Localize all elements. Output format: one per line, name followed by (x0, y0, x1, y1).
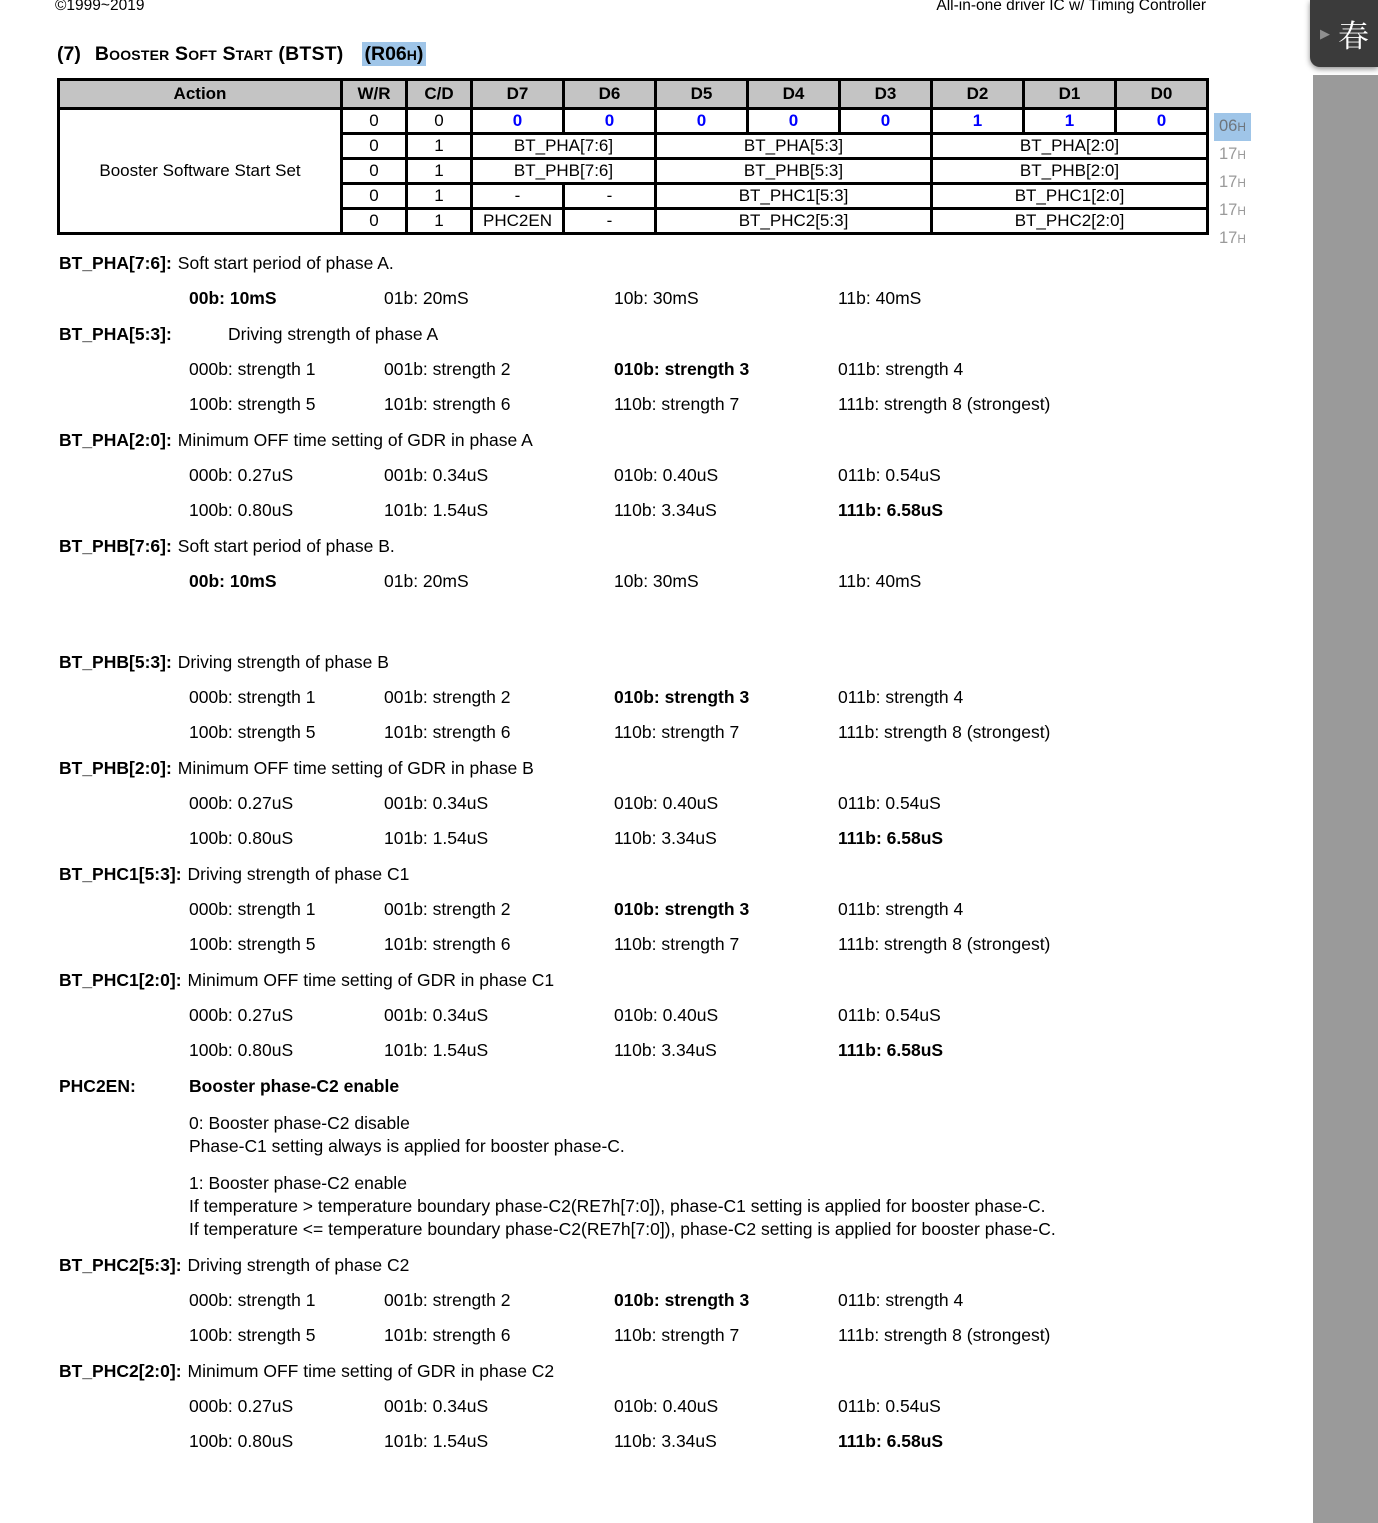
section-label: PHC2EN: (59, 1076, 136, 1096)
paragraph-line: If temperature > temperature boundary phase-C2(RE7h[7:0]), phase-C1 setting is applied for booster phase-C. (189, 1196, 1046, 1216)
option-value: 100b: 0.80uS (189, 828, 294, 848)
address-label: 06H (1214, 113, 1251, 141)
option-value: 000b: strength 1 (189, 1290, 316, 1310)
copyright-text: ©1999~2019 (55, 0, 145, 14)
register-address-highlight: (R06H) (362, 42, 427, 66)
bit-field-cell: PHC2EN (472, 209, 564, 234)
option-row (189, 1038, 1315, 1062)
option-row (189, 1394, 1315, 1418)
option-value: 111b: 6.58uS (838, 1431, 944, 1451)
section-label: BT_PHA[5:3]: (59, 324, 172, 344)
bit-field-cell: - (564, 209, 656, 234)
option-value: 000b: 0.27uS (189, 1396, 294, 1416)
option-value: 101b: 1.54uS (384, 1040, 489, 1060)
viewer-background-strip (1313, 75, 1378, 1523)
option-value: 11b: 40mS (838, 571, 922, 591)
option-value: 000b: strength 1 (189, 687, 316, 707)
option-value: 110b: strength 7 (614, 394, 740, 414)
option-value: 110b: 3.34uS (614, 828, 717, 848)
option-value: 000b: strength 1 (189, 899, 316, 919)
table-header-cell: D2 (932, 80, 1024, 109)
option-value: 001b: 0.34uS (384, 1005, 489, 1025)
address-label: 17H (1219, 229, 1246, 247)
option-value: 001b: strength 2 (384, 899, 511, 919)
option-value: 10b: 30mS (614, 288, 699, 308)
option-value: 111b: strength 8 (strongest) (838, 934, 1051, 954)
option-row (189, 897, 1315, 921)
table-header-cell: D7 (472, 80, 564, 109)
bit-field-cell: 1 (1024, 109, 1116, 134)
section-description: Minimum OFF time setting of GDR in phase A (177, 430, 533, 450)
bit-field-cell: BT_PHC1[5:3] (656, 184, 932, 209)
table-header-row (59, 80, 1208, 109)
option-value: 100b: strength 5 (189, 394, 316, 414)
option-value: 101b: 1.54uS (384, 1431, 489, 1451)
option-value: 001b: strength 2 (384, 359, 511, 379)
section-description: Soft start period of phase A. (177, 253, 394, 273)
option-row (189, 1429, 1315, 1453)
section-number: (7) (57, 43, 81, 65)
section-name: Booster Soft Start (BTST) (94, 43, 344, 65)
cd-cell: 0 (407, 109, 472, 134)
description-paragraph (189, 1172, 1315, 1241)
option-value: 101b: 1.54uS (384, 500, 489, 520)
section-bt_pha_53 (59, 323, 1315, 416)
option-row (189, 932, 1315, 956)
option-row (189, 1323, 1315, 1347)
section-description: Soft start period of phase B. (177, 536, 395, 556)
table-header-cell: Action (59, 80, 342, 109)
option-row (189, 357, 1315, 381)
option-row (189, 498, 1315, 522)
table-header-cell: D3 (840, 80, 932, 109)
section-label: BT_PHC2[2:0]: (59, 1361, 182, 1381)
section-bt_pha_76 (59, 252, 1315, 310)
translator-popup-button[interactable] (1310, 0, 1378, 67)
option-value: 100b: strength 5 (189, 934, 316, 954)
section-bt_phb_53 (59, 651, 1315, 744)
option-value: 110b: strength 7 (614, 1325, 740, 1345)
option-value: 00b: 10mS (189, 571, 277, 591)
bit-field-cell: - (472, 184, 564, 209)
option-value: 000b: 0.27uS (189, 1005, 294, 1025)
bit-field-cell: 0 (564, 109, 656, 134)
bit-field-cell: 0 (472, 109, 564, 134)
option-value: 001b: 0.34uS (384, 1396, 489, 1416)
register-table-area (57, 78, 1251, 253)
option-value: 100b: 0.80uS (189, 1431, 294, 1451)
bit-field-cell: BT_PHB[7:6] (472, 159, 656, 184)
bit-field-cell: 0 (656, 109, 748, 134)
wr-cell: 0 (342, 134, 407, 159)
option-value: 011b: 0.54uS (838, 793, 941, 813)
cd-cell: 1 (407, 134, 472, 159)
chinese-character-label: 春 (1338, 19, 1369, 54)
option-value: 010b: strength 3 (614, 687, 750, 707)
option-value: 101b: strength 6 (384, 722, 511, 742)
option-value: 11b: 40mS (838, 288, 922, 308)
paragraph-line: 0: Booster phase-C2 disable (189, 1113, 410, 1133)
option-row (189, 463, 1315, 487)
section-description: Minimum OFF time setting of GDR in phase C2 (187, 1361, 555, 1381)
option-value: 01b: 20mS (384, 288, 469, 308)
section-bt_pha_20 (59, 429, 1315, 522)
option-value: 000b: strength 1 (189, 359, 316, 379)
bit-field-cell: 1 (932, 109, 1024, 134)
option-row (189, 392, 1315, 416)
bit-field-cell: BT_PHB[5:3] (656, 159, 932, 184)
option-value: 011b: 0.54uS (838, 1396, 941, 1416)
table-header-cell: W/R (342, 80, 407, 109)
product-header-text: All-in-one driver IC w/ Timing Controller (936, 0, 1206, 14)
option-value: 100b: strength 5 (189, 1325, 316, 1345)
option-value: 010b: 0.40uS (614, 465, 719, 485)
description-paragraph (189, 1112, 1315, 1158)
section-bt_phb_76 (59, 535, 1315, 593)
option-value: 010b: strength 3 (614, 899, 750, 919)
paragraph-line: If temperature <= temperature boundary phase-C2(RE7h[7:0]), phase-C2 setting is applied for booster phase-C. (189, 1219, 1056, 1239)
option-value: 001b: 0.34uS (384, 465, 489, 485)
cd-cell: 1 (407, 209, 472, 234)
section-bt_phc2_53 (59, 1254, 1315, 1347)
table-row (59, 109, 1208, 134)
section-label: BT_PHC1[5:3]: (59, 864, 182, 884)
section-label: BT_PHA[2:0]: (59, 430, 172, 450)
option-value: 011b: 0.54uS (838, 1005, 941, 1025)
bit-field-cell: 0 (1116, 109, 1208, 134)
bit-field-cell: BT_PHA[5:3] (656, 134, 932, 159)
option-value: 111b: 6.58uS (838, 828, 944, 848)
bit-field-cell: BT_PHA[2:0] (932, 134, 1208, 159)
option-value: 110b: 3.34uS (614, 500, 717, 520)
section-label: BT_PHC2[5:3]: (59, 1255, 182, 1275)
bit-field-cell: 0 (748, 109, 840, 134)
bit-field-cell: BT_PHC2[2:0] (932, 209, 1208, 234)
option-row (189, 1288, 1315, 1312)
table-header-cell: D1 (1024, 80, 1116, 109)
option-value: 111b: strength 8 (strongest) (838, 722, 1051, 742)
section-description: Driving strength of phase B (177, 652, 389, 672)
expand-triangle-icon: ▶ (1320, 25, 1330, 41)
option-value: 110b: 3.34uS (614, 1431, 717, 1451)
section-label: BT_PHB[5:3]: (59, 652, 172, 672)
bit-field-descriptions (59, 252, 1315, 1453)
option-value: 111b: 6.58uS (838, 1040, 944, 1060)
wr-cell: 0 (342, 159, 407, 184)
option-value: 10b: 30mS (614, 571, 699, 591)
option-value: 00b: 10mS (189, 288, 277, 308)
section-phc2en (59, 1075, 1315, 1241)
option-value: 111b: strength 8 (strongest) (838, 1325, 1051, 1345)
section-bt_phb_20 (59, 757, 1315, 850)
cd-cell: 1 (407, 184, 472, 209)
table-header-cell: D4 (748, 80, 840, 109)
option-value: 001b: strength 2 (384, 1290, 511, 1310)
option-value: 010b: 0.40uS (614, 793, 719, 813)
section-description: Driving strength of phase C2 (187, 1255, 410, 1275)
option-value: 01b: 20mS (384, 571, 469, 591)
option-value: 110b: strength 7 (614, 722, 740, 742)
option-row (189, 1003, 1315, 1027)
action-cell: Booster Software Start Set (59, 109, 342, 234)
option-value: 011b: strength 4 (838, 687, 964, 707)
section-label: BT_PHA[7:6]: (59, 253, 172, 273)
register-table (57, 78, 1209, 235)
bit-field-cell: BT_PHC2[5:3] (656, 209, 932, 234)
section-label: BT_PHC1[2:0]: (59, 970, 182, 990)
option-value: 110b: 3.34uS (614, 1040, 717, 1060)
option-value: 111b: strength 8 (strongest) (838, 394, 1051, 414)
option-value: 100b: 0.80uS (189, 500, 294, 520)
option-value: 010b: 0.40uS (614, 1005, 719, 1025)
option-value: 000b: 0.27uS (189, 465, 294, 485)
option-value: 101b: strength 6 (384, 394, 511, 414)
bit-field-cell: BT_PHA[7:6] (472, 134, 656, 159)
table-header-cell: D0 (1116, 80, 1208, 109)
section-description: Driving strength of phase A (228, 324, 439, 344)
section-description: Minimum OFF time setting of GDR in phase C1 (187, 970, 555, 990)
option-value: 011b: strength 4 (838, 359, 964, 379)
paragraph-line: 1: Booster phase-C2 enable (189, 1173, 407, 1193)
address-label: 17H (1219, 145, 1246, 163)
bit-field-cell: 0 (840, 109, 932, 134)
wr-cell: 0 (342, 209, 407, 234)
option-row (189, 826, 1315, 850)
table-header-cell: C/D (407, 80, 472, 109)
option-value: 011b: 0.54uS (838, 465, 941, 485)
option-value: 011b: strength 4 (838, 1290, 964, 1310)
option-row (189, 791, 1315, 815)
bit-field-cell: BT_PHB[2:0] (932, 159, 1208, 184)
section-bt_phc1_53 (59, 863, 1315, 956)
wr-cell: 0 (342, 184, 407, 209)
section-label: BT_PHB[2:0]: (59, 758, 172, 778)
address-label: 17H (1219, 173, 1246, 191)
option-row (189, 286, 1315, 310)
option-value: 010b: strength 3 (614, 359, 750, 379)
page-title (57, 43, 426, 66)
option-value: 000b: 0.27uS (189, 793, 294, 813)
option-value: 001b: strength 2 (384, 687, 511, 707)
option-value: 101b: strength 6 (384, 1325, 511, 1345)
option-value: 010b: strength 3 (614, 1290, 750, 1310)
wr-cell: 0 (342, 109, 407, 134)
register-address-labels (1214, 78, 1251, 253)
option-row (189, 685, 1315, 709)
option-row (189, 569, 1315, 593)
table-header-cell: D5 (656, 80, 748, 109)
address-label: 17H (1219, 201, 1246, 219)
option-value: 111b: 6.58uS (838, 500, 944, 520)
option-value: 100b: 0.80uS (189, 1040, 294, 1060)
bit-field-cell: BT_PHC1[2:0] (932, 184, 1208, 209)
option-value: 001b: 0.34uS (384, 793, 489, 813)
cd-cell: 1 (407, 159, 472, 184)
option-row (189, 720, 1315, 744)
option-value: 101b: strength 6 (384, 934, 511, 954)
section-description: Booster phase-C2 enable (189, 1076, 400, 1096)
section-bt_phc2_20 (59, 1360, 1315, 1453)
option-value: 100b: strength 5 (189, 722, 316, 742)
option-value: 010b: 0.40uS (614, 1396, 719, 1416)
option-value: 110b: strength 7 (614, 934, 740, 954)
section-description: Driving strength of phase C1 (187, 864, 410, 884)
section-description: Minimum OFF time setting of GDR in phase B (177, 758, 534, 778)
section-bt_phc1_20 (59, 969, 1315, 1062)
option-value: 101b: 1.54uS (384, 828, 489, 848)
paragraph-line: Phase-C1 setting always is applied for booster phase-C. (189, 1136, 625, 1156)
table-header-cell: D6 (564, 80, 656, 109)
option-value: 011b: strength 4 (838, 899, 964, 919)
section-label: BT_PHB[7:6]: (59, 536, 172, 556)
register-address: R06 (371, 43, 407, 65)
bit-field-cell: - (564, 184, 656, 209)
